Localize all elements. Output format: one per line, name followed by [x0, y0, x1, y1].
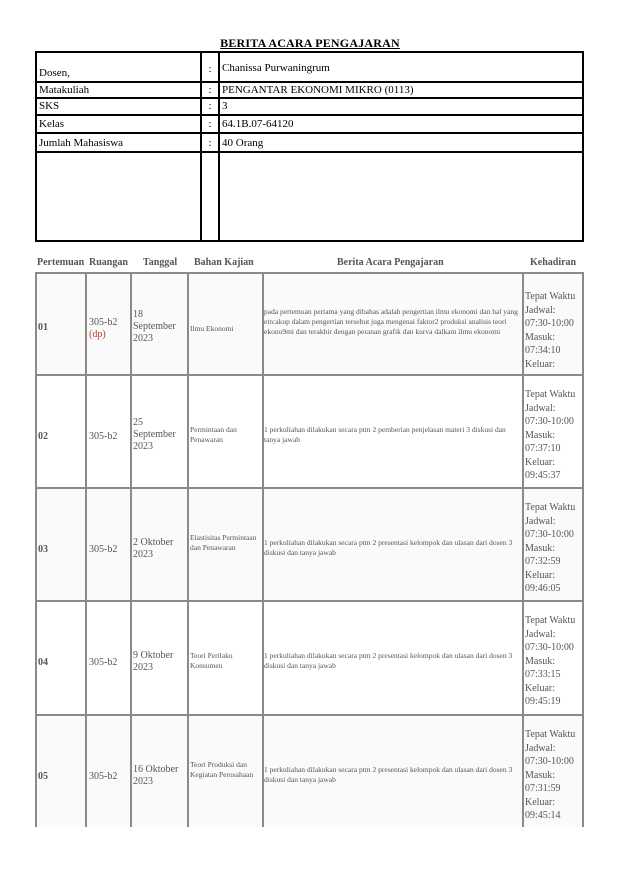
session-date: 2 Oktober 2023: [133, 537, 174, 560]
header-report: Berita Acara Pengajaran: [337, 257, 444, 268]
info-row-credits: [37, 99, 582, 116]
info-label: Kelas: [39, 118, 65, 130]
attendance-line: 07:32:59: [525, 556, 561, 567]
report: 1 perkuliahan dilakukan secara ptm 2 pemberian penjelasan materi 3 diskusi dan tanya jawab: [264, 425, 506, 444]
table-row: [35, 600, 584, 714]
attendance-line: Jadwal:: [525, 515, 556, 527]
info-colon: :: [208, 137, 212, 149]
report: pada pertemuan pertama yang dibahas adalah pengertian ilmu ekonomi dan hal yang etrcakup dalam pengertian tersebut juga mengenai faktor2 produksi analisis teori ekono9mi dan terakhir dengan peranan grafik dan kurva dalkam ilmu ekonomi: [264, 307, 518, 336]
table-row: [35, 487, 584, 600]
attendance-line: Keluar:: [525, 569, 555, 581]
attendance-line: Jadwal:: [525, 304, 556, 316]
info-colon: :: [208, 84, 212, 96]
attendance-line: Masuk:: [525, 542, 555, 554]
topic: Permintaan dan Penawaran: [190, 425, 237, 444]
meeting-number: 01: [38, 322, 48, 333]
info-row-lecturer: [37, 53, 582, 83]
header-room: Ruangan: [89, 257, 128, 268]
report: 1 perkuliahan dilakukan secara ptm 2 presentasi kelompok dan ulasan dari dosen 3 diskusi dan tanya jawab: [264, 651, 513, 670]
info-table: [35, 51, 584, 242]
topic: Ilmu Ekonomi: [190, 324, 234, 333]
info-row-class: [37, 116, 582, 134]
session-date: 18 September 2023: [133, 309, 176, 344]
session-date: 25 September 2023: [133, 417, 176, 452]
attendance-line: Keluar:: [525, 796, 555, 808]
attendance-line: Masuk:: [525, 769, 555, 781]
attendance-status: Tepat Waktu: [525, 291, 576, 302]
info-colon: :: [208, 118, 212, 130]
meeting-number: 02: [38, 431, 48, 442]
attendance-line: 09:46:05: [525, 583, 561, 594]
info-row-students: [37, 134, 582, 153]
info-colon: :: [208, 100, 212, 112]
room: 305-b2: [89, 657, 118, 668]
attendance-status: Tepat Waktu: [525, 389, 576, 400]
room: 305-b2: [89, 431, 118, 442]
attendance-line: Jadwal:: [525, 742, 556, 754]
attendance-line: 07:30-10:00: [525, 416, 574, 427]
meeting-number: 03: [38, 544, 48, 555]
attendance-line: 07:31:59: [525, 783, 561, 794]
topic: Teori Produksi dan Kegiatan Perusahaan: [190, 760, 254, 779]
header-attendance: Kehadiran: [530, 257, 577, 268]
info-label: Jumlah Mahasiswa: [39, 137, 124, 149]
info-value: PENGANTAR EKONOMI MIKRO (0113): [222, 84, 414, 96]
attendance-line: Keluar:: [525, 456, 555, 468]
table-row: [35, 374, 584, 487]
table-row: [35, 714, 584, 827]
report: 1 perkuliahan dilakukan secara ptm 2 presentasi kelompok dan ulasan dari dosen 3 diskusi dan tanya jawab: [264, 538, 513, 557]
attendance-line: Masuk:: [525, 655, 555, 667]
info-label: Dosen,: [39, 67, 70, 79]
room: 305-b2: [89, 771, 118, 782]
attendance-status: Tepat Waktu: [525, 502, 576, 513]
topic: Elastisitas Permintaan dan Penawaran: [190, 533, 257, 552]
attendance-line: 07:34:10: [525, 345, 561, 356]
attendance: [525, 388, 583, 483]
attendance-line: 09:45:14: [525, 810, 561, 821]
info-value: Chanissa Purwaningrum: [222, 62, 330, 74]
attendance-line: Jadwal:: [525, 402, 556, 414]
info-label: Matakuliah: [39, 84, 90, 96]
session-date: 9 Oktober 2023: [133, 650, 174, 673]
attendance-line: 07:30-10:00: [525, 318, 574, 329]
header-topic: Bahan Kajian: [194, 257, 254, 268]
attendance-line: 09:45:19: [525, 696, 561, 707]
report: 1 perkuliahan dilakukan secara ptm 2 presentasi kelompok dan ulasan dari dosen 3 diskusi dan tanya jawab: [264, 765, 513, 784]
info-label: SKS: [39, 100, 60, 112]
attendance-line: 07:33:15: [525, 669, 561, 680]
meeting-number: 04: [38, 657, 48, 668]
header-meeting: Pertemuan: [37, 257, 85, 268]
attendance-line: 09:45:37: [525, 470, 561, 481]
attendance-line: Keluar:: [525, 358, 555, 370]
attendance: [525, 614, 583, 709]
attendance-status: Tepat Waktu: [525, 615, 576, 626]
attendance-line: Jadwal:: [525, 628, 556, 640]
attendance: [525, 290, 583, 371]
room: 305-b2: [89, 544, 118, 555]
attendance-line: Keluar:: [525, 682, 555, 694]
schedule-table: [35, 272, 584, 832]
info-row-course: [37, 83, 582, 99]
attendance-line: Masuk:: [525, 429, 555, 441]
room: 305-b2: [89, 317, 118, 328]
attendance-line: 07:30-10:00: [525, 529, 574, 540]
header-date: Tanggal: [143, 257, 178, 268]
meeting-number: 05: [38, 771, 48, 782]
table-row: [35, 272, 584, 374]
room-note: (dp): [89, 329, 106, 340]
attendance-line: 07:30-10:00: [525, 642, 574, 653]
attendance-line: 07:30-10:00: [525, 756, 574, 767]
topic: Teori Perilaku Konsumen: [190, 651, 233, 670]
info-value: 3: [222, 100, 228, 112]
attendance-status: Tepat Waktu: [525, 729, 576, 740]
info-value: 64.1B.07-64120: [222, 118, 294, 130]
attendance: [525, 728, 583, 823]
attendance-line: 07:37:10: [525, 443, 561, 454]
attendance: [525, 501, 583, 596]
page-title: BERITA ACARA PENGAJARAN: [220, 36, 400, 50]
info-colon: :: [208, 63, 212, 75]
session-date: 16 Oktober 2023: [133, 764, 179, 787]
attendance-line: Masuk:: [525, 331, 555, 343]
info-value: 40 Orang: [222, 137, 264, 149]
